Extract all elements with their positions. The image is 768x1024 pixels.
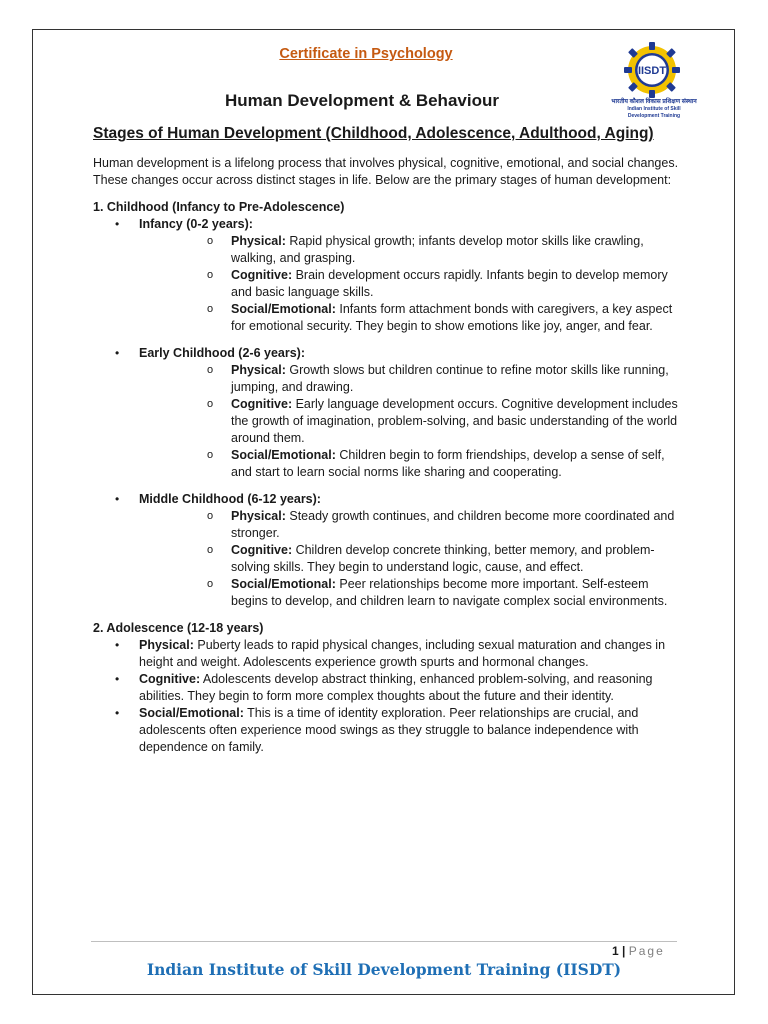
stage-title: Early Childhood (2-6 years): bbox=[139, 346, 306, 360]
bullet-icon: • bbox=[115, 672, 120, 686]
footer-institute: Indian Institute of Skill Development Training (IISDT) bbox=[146, 960, 622, 979]
circle-bullet-icon: o bbox=[207, 398, 214, 410]
circle-bullet-icon: o bbox=[207, 544, 214, 556]
list-item: o Social/Emotional: Children begin to form friendships, develop a sense of self, and start to learn social norms like sharing and cooperating. bbox=[207, 448, 665, 479]
list-item: • Social/Emotional: This is a time of identity exploration. Peer relationships are crucial, and adolescents often experience mood swings as they struggle to balance independence with dependence on family. bbox=[115, 706, 639, 754]
bullet-icon: • bbox=[115, 346, 120, 360]
circle-bullet-icon: o bbox=[207, 510, 214, 522]
logo-caption-hindi: भारतीय कौशल विकास प्रशिक्षण संस्थान bbox=[611, 99, 697, 105]
stage-early-childhood bbox=[93, 345, 679, 481]
circle-bullet-icon: o bbox=[207, 235, 214, 247]
list-item: o Physical: Rapid physical growth; infants develop motor skills like crawling, walking, and grasping. bbox=[207, 234, 644, 265]
circle-bullet-icon: o bbox=[207, 269, 214, 281]
list-item: o Cognitive: Children develop concrete thinking, better memory, and problem-solving skills. They begin to understand logic, cause, and effect. bbox=[207, 543, 655, 574]
stage-title: Middle Childhood (6-12 years): bbox=[139, 492, 321, 506]
circle-bullet-icon: o bbox=[207, 578, 214, 590]
bullet-icon: • bbox=[115, 217, 120, 231]
circle-bullet-icon: o bbox=[207, 449, 214, 461]
list-item: o Cognitive: Brain development occurs rapidly. Infants begin to develop memory and basic language skills. bbox=[207, 268, 668, 299]
bullet-icon: • bbox=[115, 706, 120, 720]
document-title: Human Development & Behaviour bbox=[225, 91, 499, 110]
list-item: o Social/Emotional: Infants form attachment bonds with caregivers, a key aspect for emotional security. They begin to show emotions like joy, anger, and fear. bbox=[207, 302, 673, 333]
logo-text: IISDT bbox=[637, 65, 667, 77]
main-content bbox=[93, 155, 679, 756]
stage-title: Infancy (0-2 years): bbox=[139, 217, 253, 231]
list-item: o Physical: Growth slows but children continue to refine motor skills like running, jumping, and drawing. bbox=[207, 363, 669, 394]
list-item: o Physical: Steady growth continues, and children become more coordinated and stronger. bbox=[207, 509, 675, 540]
list-item: o Social/Emotional: Peer relationships become more important. Self-esteem begins to develop, and children learn to navigate complex social environments. bbox=[207, 577, 668, 608]
list-item: • Cognitive: Adolescents develop abstract thinking, enhanced problem-solving, and reasoning abilities. They begin to form more complex thoughts about the future and their identity. bbox=[115, 672, 653, 703]
bullet-icon: • bbox=[115, 492, 120, 506]
childhood-heading: 1. Childhood (Infancy to Pre-Adolescence) bbox=[93, 200, 345, 214]
list-item: o Cognitive: Early language development occurs. Cognitive development includes the growth of imagination, problem-solving, and basic understanding of the world around them. bbox=[207, 397, 678, 445]
stage-infancy bbox=[93, 216, 679, 335]
footer-divider bbox=[91, 941, 677, 942]
page-number: 1 | Page bbox=[612, 944, 665, 958]
circle-bullet-icon: o bbox=[207, 303, 214, 315]
logo-caption-english: Indian Institute of Skill Development Training bbox=[627, 106, 681, 119]
circle-bullet-icon: o bbox=[207, 364, 214, 376]
certificate-label: Certificate in Psychology bbox=[279, 46, 453, 62]
adolescence-heading: 2. Adolescence (12-18 years) bbox=[93, 621, 264, 635]
intro-paragraph: Human development is a lifelong process that involves physical, cognitive, emotional, and social changes. These changes occur across distinct stages in life. Below are the primary stages of human development: bbox=[93, 156, 679, 187]
stage-middle-childhood bbox=[93, 491, 679, 610]
bullet-icon: • bbox=[115, 638, 120, 652]
list-item: • Physical: Puberty leads to rapid physical changes, including sexual maturation and changes in height and weight. Adolescents experience growth spurts and hormonal changes. bbox=[115, 638, 666, 669]
stages-title: Stages of Human Development (Childhood, Adolescence, Adulthood, Aging) bbox=[93, 125, 654, 142]
